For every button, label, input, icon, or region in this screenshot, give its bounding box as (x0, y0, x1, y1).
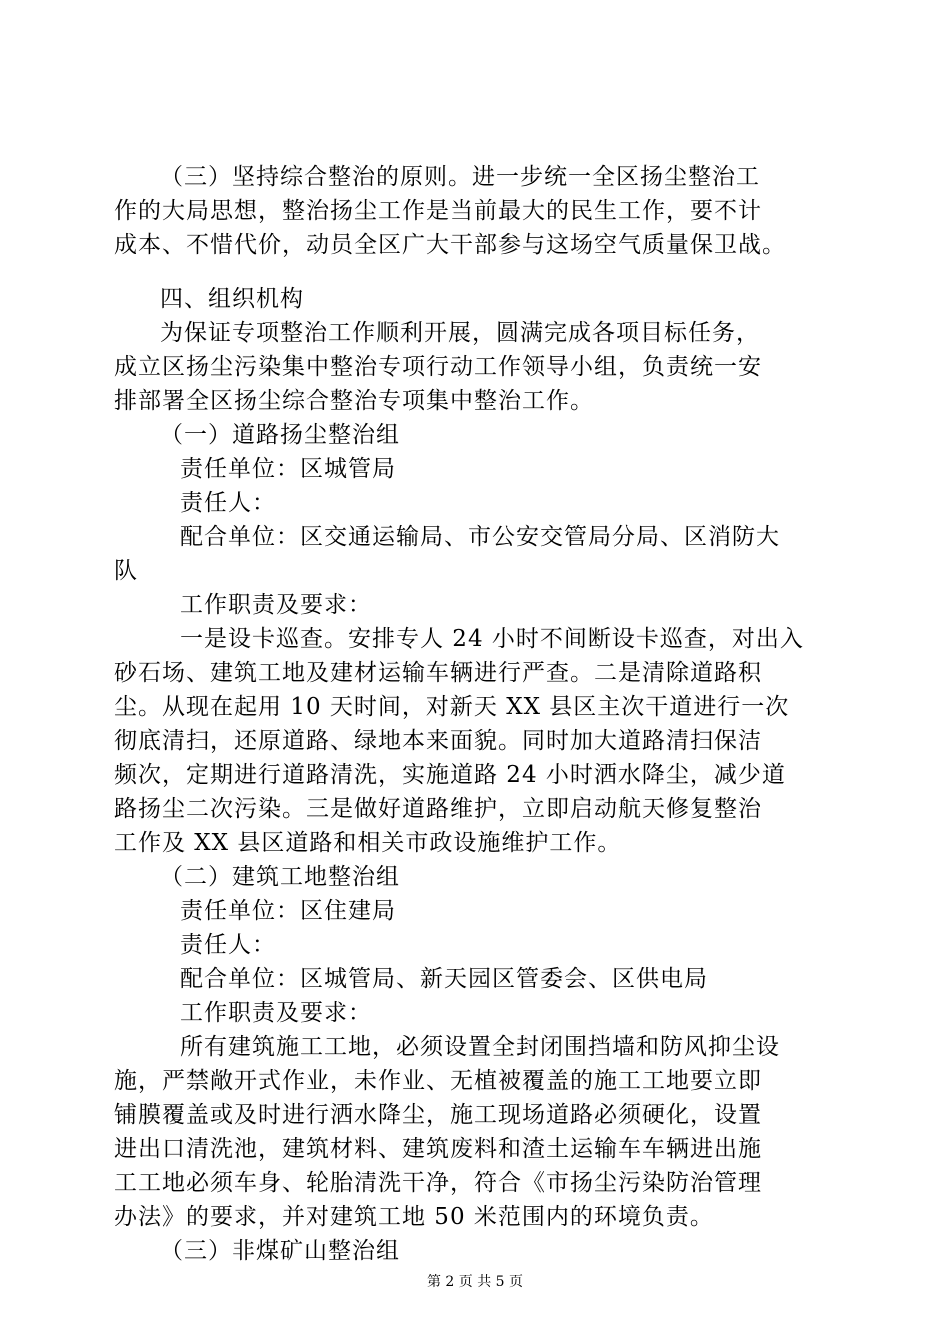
text-line: 配合单位：区交通运输局、市公安交管局分局、区消防大 (180, 524, 780, 550)
text-line: 所有建筑施工工地，必须设置全封闭围挡墙和防风抑尘设 (180, 1034, 780, 1060)
text-line: 成立区扬尘污染集中整治专项行动工作领导小组，负责统一安 (114, 354, 762, 380)
text-line: 成本、不惜代价，动员全区广大干部参与这场空气质量保卫战。 (114, 232, 786, 258)
text-line: 一是设卡巡查。安排专人 24 小时不间断设卡巡查，对出入 (180, 626, 804, 652)
text-line: 排部署全区扬尘综合整治专项集中整治工作。 (114, 388, 594, 414)
subsection-heading: （二）建筑工地整治组 (160, 864, 400, 890)
text-line: 作的大局思想，整治扬尘工作是当前最大的民生工作，要不计 (114, 198, 762, 224)
text-line: 路扬尘二次污染。三是做好道路维护，立即启动航天修复整治 (114, 796, 762, 822)
text-line: 为保证专项整治工作顺利开展，圆满完成各项目标任务， (160, 320, 760, 346)
text-line: 工作职责及要求： (180, 1000, 372, 1026)
text-line: 责任单位：区住建局 (180, 898, 396, 924)
subsection-heading: （一）道路扬尘整治组 (160, 422, 400, 448)
text-line: 砂石场、建筑工地及建材运输车辆进行严查。二是清除道路积 (114, 660, 762, 686)
text-line: 进出口清洗池，建筑材料、建筑废料和渣土运输车车辆进出施 (114, 1136, 762, 1162)
text-line: 责任人： (180, 490, 276, 516)
text-line: （三）坚持综合整治的原则。进一步统一全区扬尘整治工 (160, 164, 760, 190)
text-line: 频次，定期进行道路清洗，实施道路 24 小时洒水降尘，减少道 (114, 762, 786, 788)
text-line: 配合单位：区城管局、新天园区管委会、区供电局 (180, 966, 708, 992)
text-line: 尘。从现在起用 10 天时间，对新天 XX 县区主次干道进行一次 (114, 694, 790, 720)
text-line: 彻底清扫，还原道路、绿地本来面貌。同时加大道路清扫保洁 (114, 728, 762, 754)
text-line: 工作及 XX 县区道路和相关市政设施维护工作。 (114, 830, 622, 856)
text-line: 铺膜覆盖或及时进行洒水降尘，施工现场道路必须硬化，设置 (114, 1102, 762, 1128)
text-line: 工作职责及要求： (180, 592, 372, 618)
page-footer: 第 2 页 共 5 页 (426, 1274, 524, 1290)
text-line: 责任单位：区城管局 (180, 456, 396, 482)
text-line: 施，严禁敞开式作业，未作业、无植被覆盖的施工工地要立即 (114, 1068, 762, 1094)
subsection-heading: （三）非煤矿山整治组 (160, 1238, 400, 1264)
section-heading: 四、组织机构 (160, 286, 304, 312)
text-line: 办法》的要求，并对建筑工地 50 米范围内的环境负责。 (114, 1204, 714, 1230)
text-line: 责任人： (180, 932, 276, 958)
text-line: 工工地必须车身、轮胎清洗干净，符合《市扬尘污染防治管理 (114, 1170, 762, 1196)
text-line: 队 (114, 558, 138, 584)
